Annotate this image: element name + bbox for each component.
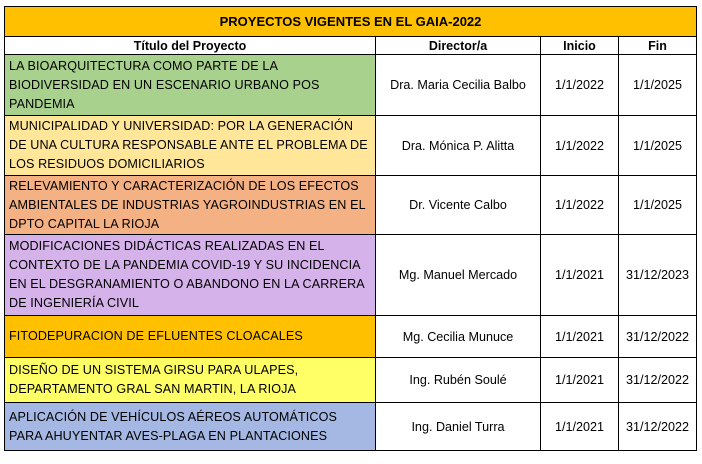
table-row bbox=[5, 403, 697, 451]
header-director: Director/a bbox=[376, 37, 541, 55]
start-date-cell: 1/1/2021 bbox=[541, 235, 619, 316]
project-title-cell: MODIFICACIONES DIDÁCTICAS REALIZADAS EN EL CONTEXTO DE LA PANDEMIA COVID-19 Y SU INCIDENCIA EN EL DESGRANAMIENTO O ABANDONO EN LA CARRERA DE INGENIERÍA CIVIL bbox=[5, 235, 376, 316]
table-row bbox=[5, 358, 697, 403]
director-cell: Dra. Maria Cecilia Balbo bbox=[376, 55, 541, 116]
end-date-cell: 31/12/2022 bbox=[619, 358, 697, 403]
director-cell: Ing. Rubén Soulé bbox=[376, 358, 541, 403]
director-cell: Dr. Vicente Calbo bbox=[376, 176, 541, 235]
project-title-cell: MUNICIPALIDAD Y UNIVERSIDAD: POR LA GENERACIÓN DE UNA CULTURA RESPONSABLE ANTE EL PROBLEMA DE LOS RESIDUOS DOMICILIARIOS bbox=[5, 116, 376, 176]
director-cell: Ing. Daniel Turra bbox=[376, 403, 541, 451]
table-row bbox=[5, 116, 697, 176]
project-title-cell: RELEVAMIENTO Y CARACTERIZACIÓN DE LOS EFECTOS AMBIENTALES DE INDUSTRIAS YAGROINDUSTRIAS EN EL DPTO CAPITAL LA RIOJA bbox=[5, 176, 376, 235]
project-title-cell: APLICACIÓN DE VEHÍCULOS AÉREOS AUTOMÁTICOS PARA AHUYENTAR AVES-PLAGA EN PLANTACIONES bbox=[5, 403, 376, 451]
project-title-cell: LA BIOARQUITECTURA COMO PARTE DE LA BIODIVERSIDAD EN UN ESCENARIO URBANO POS PANDEMIA bbox=[5, 55, 376, 116]
header-end: Fin bbox=[619, 37, 697, 55]
director-cell: Mg. Manuel Mercado bbox=[376, 235, 541, 316]
start-date-cell: 1/1/2021 bbox=[541, 358, 619, 403]
header-start: Inicio bbox=[541, 37, 619, 55]
start-date-cell: 1/1/2021 bbox=[541, 316, 619, 358]
project-title-cell: FITODEPURACION DE EFLUENTES CLOACALES bbox=[5, 316, 376, 358]
table-row bbox=[5, 55, 697, 116]
end-date-cell: 31/12/2023 bbox=[619, 235, 697, 316]
end-date-cell: 1/1/2025 bbox=[619, 116, 697, 176]
director-cell: Mg. Cecilia Munuce bbox=[376, 316, 541, 358]
project-title-cell: DISEÑO DE UN SISTEMA GIRSU PARA ULAPES, DEPARTAMENTO GRAL SAN MARTIN, LA RIOJA bbox=[5, 358, 376, 403]
header-project-title: Título del Proyecto bbox=[5, 37, 376, 55]
table-row bbox=[5, 235, 697, 316]
start-date-cell: 1/1/2022 bbox=[541, 55, 619, 116]
table-row bbox=[5, 176, 697, 235]
end-date-cell: 31/12/2022 bbox=[619, 403, 697, 451]
end-date-cell: 1/1/2025 bbox=[619, 55, 697, 116]
table-title: PROYECTOS VIGENTES EN EL GAIA-2022 bbox=[5, 7, 697, 37]
end-date-cell: 1/1/2025 bbox=[619, 176, 697, 235]
director-cell: Dra. Mónica P. Alitta bbox=[376, 116, 541, 176]
start-date-cell: 1/1/2022 bbox=[541, 176, 619, 235]
start-date-cell: 1/1/2021 bbox=[541, 403, 619, 451]
table-row bbox=[5, 316, 697, 358]
end-date-cell: 31/12/2022 bbox=[619, 316, 697, 358]
projects-table bbox=[4, 6, 697, 451]
start-date-cell: 1/1/2022 bbox=[541, 116, 619, 176]
